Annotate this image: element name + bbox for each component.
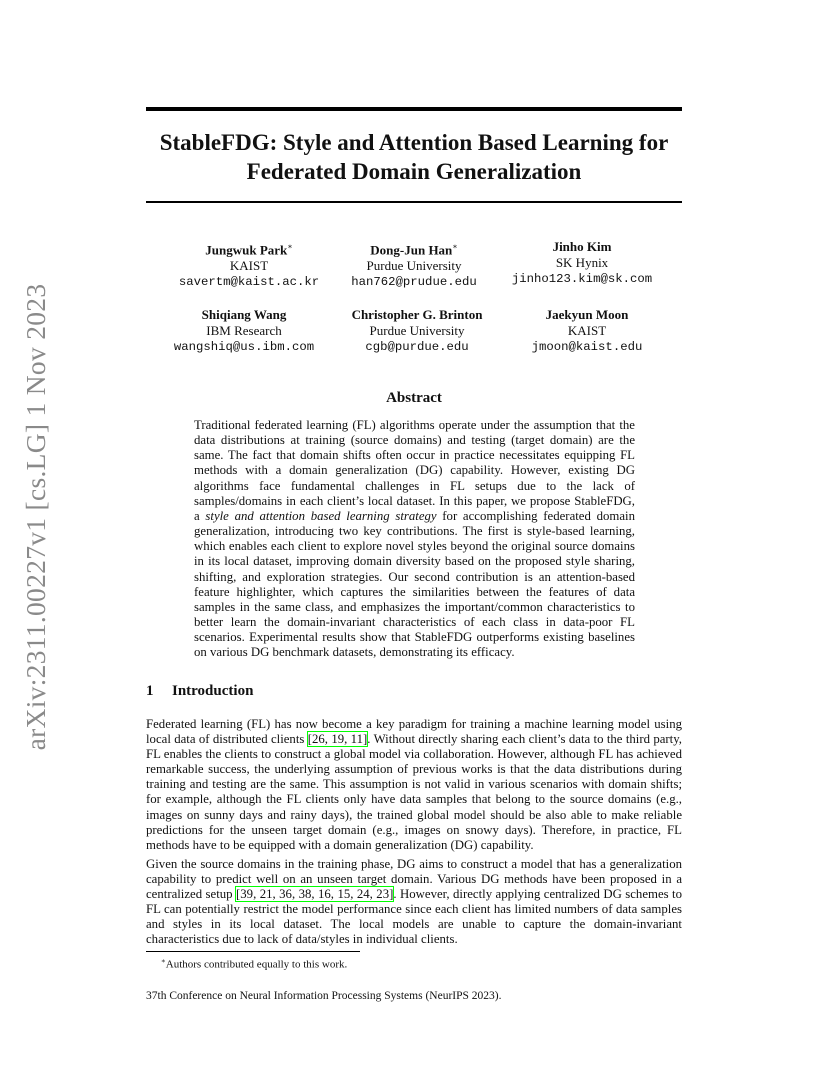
author-name: Christopher G. Brinton (351, 307, 483, 322)
equal-contribution-mark: ∗ (452, 242, 458, 251)
introduction-paragraph: Federated learning (FL) has now become a key paradigm for training a machine learning model using local data of distributed clients [26, 19, 11]. Without directly sharing each client’s data to the third party, FL enables the clients to construct a global model via collaboration. However, although FL has achieved remarkable success, the underlying assumption of previous works is that the data distributions during training and testing are the same. This assumption is not valid in various scenarios with domain shifts; for example, although the FL clients only have data samples that belong to the source domains (e.g., images on sunny days and rainy days), the trained global model should be also able to make reliable predictions for the unseen target domain (e.g., images on snowy days). Therefore, in practice, FL methods have to be equipped with a domain generalization (DG) capability. (146, 717, 683, 852)
author-affiliation: IBM Research (206, 323, 282, 338)
author-email[interactable]: han762@prudue.edu (351, 275, 477, 290)
citation-link[interactable]: [26, 19, 11] (307, 732, 368, 747)
author-email[interactable]: savertm@kaist.ac.kr (178, 275, 320, 290)
author-affiliation: SK Hynix (555, 255, 609, 270)
footnote-mark: ∗ (161, 957, 166, 965)
abstract-heading: Abstract (386, 390, 442, 406)
author-block (322, 307, 512, 355)
author-block (487, 239, 677, 287)
equal-contribution-mark: ∗ (287, 242, 293, 251)
conference-note: 37th Conference on Neural Information Processing Systems (NeurIPS 2023). (146, 990, 502, 1002)
author-name: Dong-Jun Han∗ (370, 242, 458, 258)
paper-title-line-2: Federated Domain Generalization (246, 159, 582, 184)
arxiv-identifier-stamp: arXiv:2311.00227v1 [cs.LG] 1 Nov 2023 (20, 283, 51, 751)
author-name: Jinho Kim (552, 239, 612, 254)
paper-title-line-1: StableFDG: Style and Attention Based Learning for (159, 130, 669, 155)
footnote-rule (146, 951, 360, 952)
section-number: 1 (146, 683, 154, 699)
author-name: Jaekyun Moon (545, 307, 629, 322)
author-name: Jungwuk Park∗ (205, 242, 293, 258)
author-affiliation: KAIST (229, 258, 269, 274)
abstract-text: Traditional federated learning (FL) algorithms operate under the assumption that the data distributions at training (source domains) and testing (target domain) are the same. The fact that domain shifts often occur in practice necessitates equipping FL methods with a domain generalization (DG) capability. However, existing DG algorithms face fundamental challenges in FL setups due to the lack of samples/domains in each client’s local dataset. In this paper, we propose StableFDG, a style and attention based learning strategy for accomplishing federated domain generalization, introducing two key contributions. The first is style-based learning, which enables each client to explore novel styles beyond the original source domains in its local dataset, improving domain diversity based on the proposed style sharing, shifting, and exploration strategies. Our second contribution is an attention-based feature highlighter, which captures the similarities between the features of data samples in the same class, and emphasizes the important/common characteristics to better learn the domain-invariant characteristics of each class in data-poor FL scenarios. Experimental results show that StableFDG outperforms existing baselines on various DG benchmark datasets, demonstrating its efficacy. (194, 418, 635, 660)
author-email[interactable]: jmoon@kaist.edu (531, 340, 643, 354)
author-name: Shiqiang Wang (201, 307, 287, 322)
title-top-rule (146, 107, 682, 111)
section-title: Introduction (172, 683, 254, 699)
author-block (492, 307, 682, 355)
section-heading-introduction (146, 683, 253, 700)
citation-link[interactable]: [39, 21, 36, 38, 16, 15, 24, 23] (236, 887, 394, 902)
author-affiliation: KAIST (567, 323, 607, 338)
author-block (319, 239, 509, 290)
title-bottom-rule (146, 201, 682, 203)
author-email[interactable]: jinho123.kim@sk.com (511, 272, 653, 286)
author-block (149, 307, 339, 355)
author-block (154, 239, 344, 290)
abstract-emphasis: style and attention based learning strategy (205, 508, 437, 523)
footnote: ∗Authors contributed equally to this work. (161, 957, 348, 971)
paper-title (146, 128, 682, 186)
author-email[interactable]: wangshiq@us.ibm.com (173, 340, 315, 354)
introduction-paragraph: Given the source domains in the training phase, DG aims to construct a model that has a generalization capability to predict well on an unseen target domain. Various DG methods have been proposed in a centralized setup [39, 21, 36, 38, 16, 15, 24, 23]. However, directly applying centralized DG schemes to FL can potentially restrict the model performance since each client has limited numbers of data samples and styles in its local dataset. The local models are unable to capture the domain-invariant characteristics due to lack of data/styles in individual clients. (146, 857, 682, 947)
author-affiliation: Purdue University (369, 323, 465, 338)
author-affiliation: Purdue University (366, 258, 462, 274)
author-email[interactable]: cgb@purdue.edu (365, 340, 469, 354)
